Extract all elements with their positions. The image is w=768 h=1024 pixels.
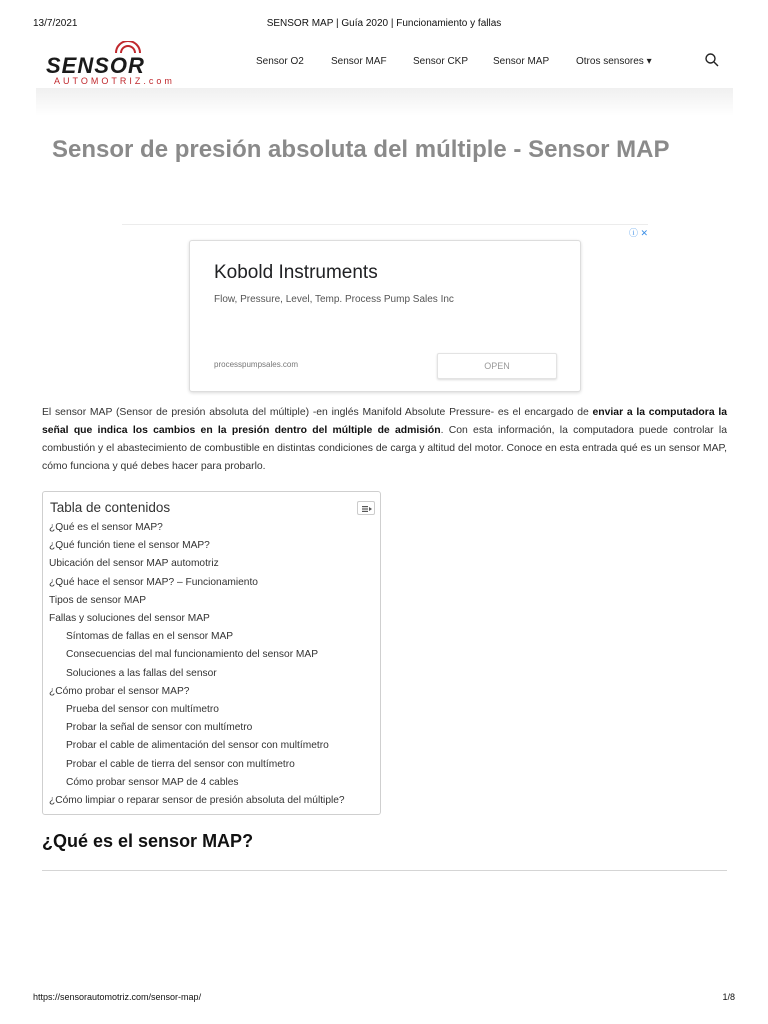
- toc-subitem[interactable]: Cómo probar sensor MAP de 4 cables: [66, 776, 239, 788]
- section-divider: [42, 870, 727, 871]
- toc-item[interactable]: ¿Cómo probar el sensor MAP?: [49, 685, 190, 697]
- toc-item[interactable]: ¿Cómo limpiar o reparar sensor de presión absoluta del múltiple?: [49, 795, 345, 807]
- toc-subitem[interactable]: Consecuencias del mal funcionamiento del sensor MAP: [66, 649, 318, 661]
- toc-subitem[interactable]: Síntomas de fallas en el sensor MAP: [66, 631, 234, 643]
- toc-item[interactable]: Ubicación del sensor MAP automotriz: [49, 558, 219, 570]
- print-page-title: SENSOR MAP | Guía 2020 | Funcionamiento y fallas: [266, 18, 502, 29]
- list-toggle-icon: [358, 503, 374, 515]
- intro-text-2: . Con esta información, la computadora puede controlar la combustión y el abastecimiento de combustible en distintas condiciones de carga y altitud del motor. Conoce en esta entrada qué es un sensor MAP, cómo funciona y qué debes hacer para probarlo.: [42, 425, 727, 472]
- ad-description: Flow, Pressure, Level, Temp. Process Pump Sales Inc: [214, 294, 454, 305]
- logo-subtitle: AUTOMOTRIZ.com: [54, 76, 175, 86]
- header-shadow: [36, 88, 733, 116]
- print-url: https://sensorautomotriz.com/sensor-map/: [33, 992, 202, 1002]
- nav-item-sensor-o2[interactable]: Sensor O2: [256, 56, 304, 67]
- table-of-contents: [42, 491, 381, 815]
- section-heading: ¿Qué es el sensor MAP?: [42, 831, 254, 851]
- toc-subitem[interactable]: Probar el cable de tierra del sensor con multímetro: [66, 758, 295, 770]
- print-date: 13/7/2021: [33, 18, 78, 29]
- toc-subitem[interactable]: Probar la señal de sensor con multímetro: [66, 722, 253, 734]
- toc-title: Tabla de contenidos: [50, 500, 171, 515]
- toc-item[interactable]: ¿Qué función tiene el sensor MAP?: [49, 540, 210, 552]
- logo-text: SENSOR: [46, 53, 145, 78]
- toc-item[interactable]: ¿Qué es el sensor MAP?: [49, 522, 163, 533]
- ad-domain: processpumpsales.com: [214, 360, 299, 369]
- toc-item[interactable]: Fallas y soluciones del sensor MAP: [49, 613, 210, 625]
- ad-choices-icon[interactable]: ⓘ ✕: [629, 228, 649, 238]
- toc-subitem[interactable]: Soluciones a las fallas del sensor: [66, 667, 217, 679]
- toc-toggle-button[interactable]: [357, 501, 375, 515]
- toc-list: [49, 519, 345, 810]
- site-logo[interactable]: [46, 39, 176, 87]
- print-page-number: 1/8: [722, 992, 735, 1002]
- page-title: Sensor de presión absoluta del múltiple - Sensor MAP: [52, 136, 670, 163]
- toc-item[interactable]: Tipos de sensor MAP: [49, 594, 147, 606]
- search-icon[interactable]: [704, 52, 720, 68]
- toc-item[interactable]: ¿Qué hace el sensor MAP? – Funcionamiento: [49, 576, 258, 588]
- nav-item-otros-sensores[interactable]: Otros sensores ▾: [576, 56, 652, 67]
- intro-text-1: El sensor MAP (Sensor de presión absoluta del múltiple) -en inglés Manifold Absolute Pressure- es el encargado de: [42, 407, 593, 418]
- nav-item-sensor-map[interactable]: Sensor MAP: [493, 56, 550, 67]
- nav-item-sensor-maf[interactable]: Sensor MAF: [331, 56, 387, 67]
- toc-subitem[interactable]: Probar el cable de alimentación del sensor con multímetro: [66, 740, 329, 752]
- toc-subitem[interactable]: Prueba del sensor con multímetro: [66, 704, 219, 716]
- ad-card[interactable]: [189, 240, 581, 392]
- intro-bold-text: enviar a la computadora la señal que indica los cambios en la presión dentro del múltiple de admisión: [42, 407, 727, 436]
- nav-item-sensor-ckp[interactable]: Sensor CKP: [413, 56, 469, 67]
- intro-paragraph: [42, 404, 727, 476]
- ad-open-button[interactable]: OPEN: [437, 353, 557, 379]
- ad-title[interactable]: Kobold Instruments: [214, 262, 378, 283]
- site-header: [36, 36, 733, 88]
